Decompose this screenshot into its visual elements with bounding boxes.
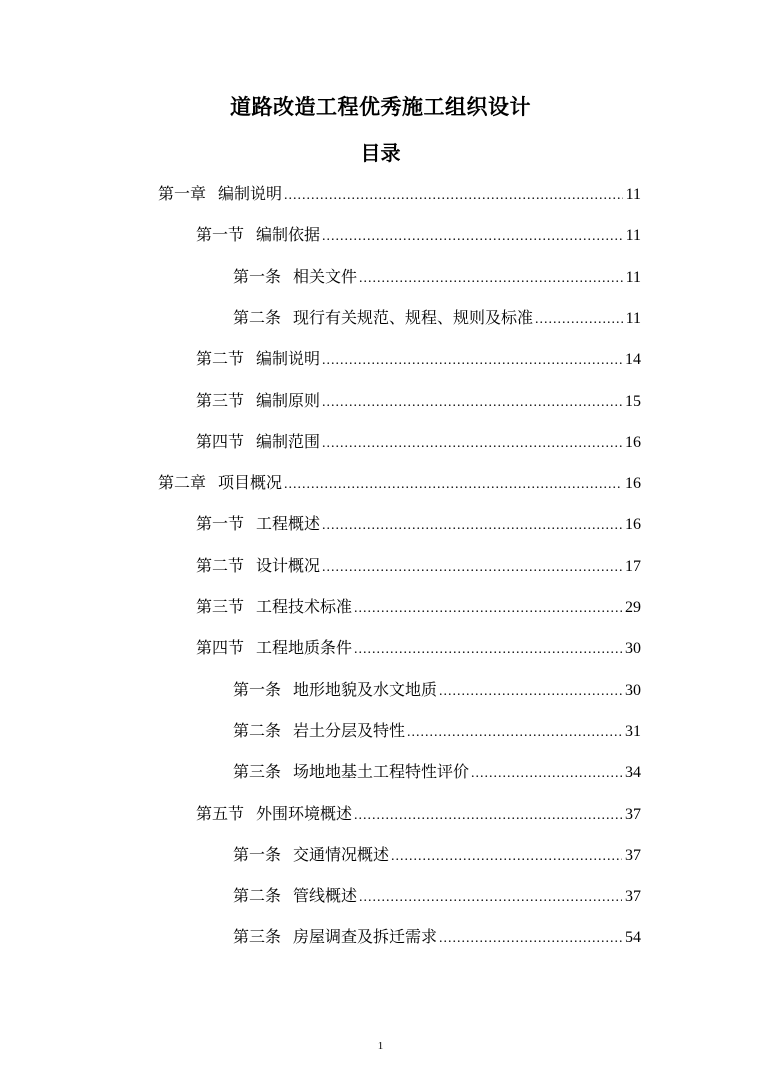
toc-entry-page: 37 <box>625 888 641 905</box>
toc-entry-title: 工程地质条件 <box>256 638 353 657</box>
page-number: 1 <box>377 1040 384 1052</box>
toc-entry-title: 地形地貌及水文地质 <box>293 680 438 699</box>
toc-dot-leader <box>471 761 622 787</box>
toc-dot-leader <box>359 885 622 911</box>
toc-entry-title: 交通情况概述 <box>293 845 390 864</box>
toc-entry-number: 第三条 <box>233 927 282 946</box>
toc-entry-title: 现行有关规范、规程、规则及标准 <box>293 308 534 327</box>
toc-entry-page: 16 <box>625 434 641 451</box>
toc-entry-number: 第一条 <box>233 845 282 864</box>
toc-dot-leader <box>391 844 622 870</box>
toc-dot-leader <box>322 224 623 250</box>
toc-dot-leader <box>354 803 622 829</box>
toc-dot-leader <box>322 513 622 539</box>
toc-entry-title: 管线概述 <box>293 886 358 905</box>
toc-entry-page: 37 <box>625 806 641 823</box>
toc-entry-page: 11 <box>625 310 641 327</box>
toc-entry-page: 15 <box>625 393 641 410</box>
toc-entry-page: 29 <box>625 599 641 616</box>
toc-dot-leader <box>322 555 622 581</box>
toc-entry[interactable] <box>233 842 641 868</box>
toc-entry-number: 第四节 <box>196 638 245 657</box>
toc-dot-leader <box>284 183 623 209</box>
toc-dot-leader <box>439 679 622 705</box>
toc-entry[interactable] <box>196 511 641 537</box>
toc-entry[interactable] <box>196 594 641 620</box>
toc-entry-title: 外围环境概述 <box>256 804 353 823</box>
toc-entry[interactable] <box>196 222 641 248</box>
toc-entry-page: 11 <box>625 227 641 244</box>
toc-entry-page: 37 <box>625 847 641 864</box>
toc-entry-number: 第三条 <box>233 762 282 781</box>
toc-entry-number: 第二节 <box>196 349 245 368</box>
toc-entry-title: 编制说明 <box>256 349 321 368</box>
toc-dot-leader <box>322 348 622 374</box>
toc-entry[interactable] <box>158 181 641 207</box>
toc-entry[interactable] <box>196 635 641 661</box>
toc-entry-title: 工程概述 <box>256 514 321 533</box>
toc-entry-number: 第二条 <box>233 721 282 740</box>
toc-entry[interactable] <box>196 346 641 372</box>
toc-entry-page: 30 <box>625 640 641 657</box>
toc-dot-leader <box>322 390 622 416</box>
toc-entry-title: 设计概况 <box>256 556 321 575</box>
toc-entry-number: 第三节 <box>196 391 245 410</box>
toc-entry-title: 工程技术标准 <box>256 597 353 616</box>
toc-entry-page: 16 <box>625 475 641 492</box>
toc-entry-page: 11 <box>625 269 641 286</box>
toc-dot-leader <box>354 596 622 622</box>
toc-dot-leader <box>354 637 622 663</box>
toc-entry-title: 项目概况 <box>218 473 283 492</box>
toc-entry-title: 编制原则 <box>256 391 321 410</box>
toc-entry[interactable] <box>233 883 641 909</box>
toc-entry-title: 编制说明 <box>218 184 283 203</box>
document-title: 道路改造工程优秀施工组织设计 <box>230 95 531 119</box>
toc-entry-page: 17 <box>625 558 641 575</box>
toc-entry[interactable] <box>233 677 641 703</box>
toc-entry-title: 岩土分层及特性 <box>293 721 406 740</box>
toc-dot-leader <box>284 472 622 498</box>
toc-entry[interactable] <box>196 388 641 414</box>
toc-heading: 目录 <box>360 141 401 165</box>
toc-entry-page: 14 <box>625 351 641 368</box>
toc-entry-page: 54 <box>625 929 641 946</box>
toc-entry-page: 31 <box>625 723 641 740</box>
toc-dot-leader <box>439 926 622 952</box>
toc-entry[interactable] <box>233 924 641 950</box>
toc-entry-page: 11 <box>625 186 641 203</box>
toc-entry-number: 第一条 <box>233 680 282 699</box>
toc-dot-leader <box>322 431 622 457</box>
toc-entry-number: 第二条 <box>233 886 282 905</box>
toc-entry-page: 34 <box>625 764 641 781</box>
toc-entry-title: 编制范围 <box>256 432 321 451</box>
toc-entry-page: 16 <box>625 516 641 533</box>
toc-entry[interactable] <box>196 801 641 827</box>
toc-entry-number: 第五节 <box>196 804 245 823</box>
toc-entry-number: 第二条 <box>233 308 282 327</box>
toc-entry[interactable] <box>158 470 641 496</box>
toc-entry-title: 相关文件 <box>293 267 358 286</box>
toc-entry-number: 第一节 <box>196 514 245 533</box>
toc-entry[interactable] <box>233 264 641 290</box>
toc-entry-title: 场地地基土工程特性评价 <box>293 762 470 781</box>
toc-entry[interactable] <box>233 305 641 331</box>
toc-entry-number: 第二节 <box>196 556 245 575</box>
toc-entry-number: 第二章 <box>158 473 207 492</box>
toc-entry-number: 第一章 <box>158 184 207 203</box>
toc-dot-leader <box>359 266 623 292</box>
toc-entry-title: 编制依据 <box>256 225 321 244</box>
toc-dot-leader <box>407 720 622 746</box>
toc-entry[interactable] <box>196 429 641 455</box>
toc-entry-number: 第三节 <box>196 597 245 616</box>
toc-entry-number: 第一条 <box>233 267 282 286</box>
toc-entry[interactable] <box>196 553 641 579</box>
toc-dot-leader <box>535 307 623 333</box>
toc-entry-title: 房屋调查及拆迁需求 <box>293 927 438 946</box>
toc-entry[interactable] <box>233 759 641 785</box>
toc-entry-number: 第四节 <box>196 432 245 451</box>
toc-entry[interactable] <box>233 718 641 744</box>
toc-entry-number: 第一节 <box>196 225 245 244</box>
toc-entry-page: 30 <box>625 682 641 699</box>
